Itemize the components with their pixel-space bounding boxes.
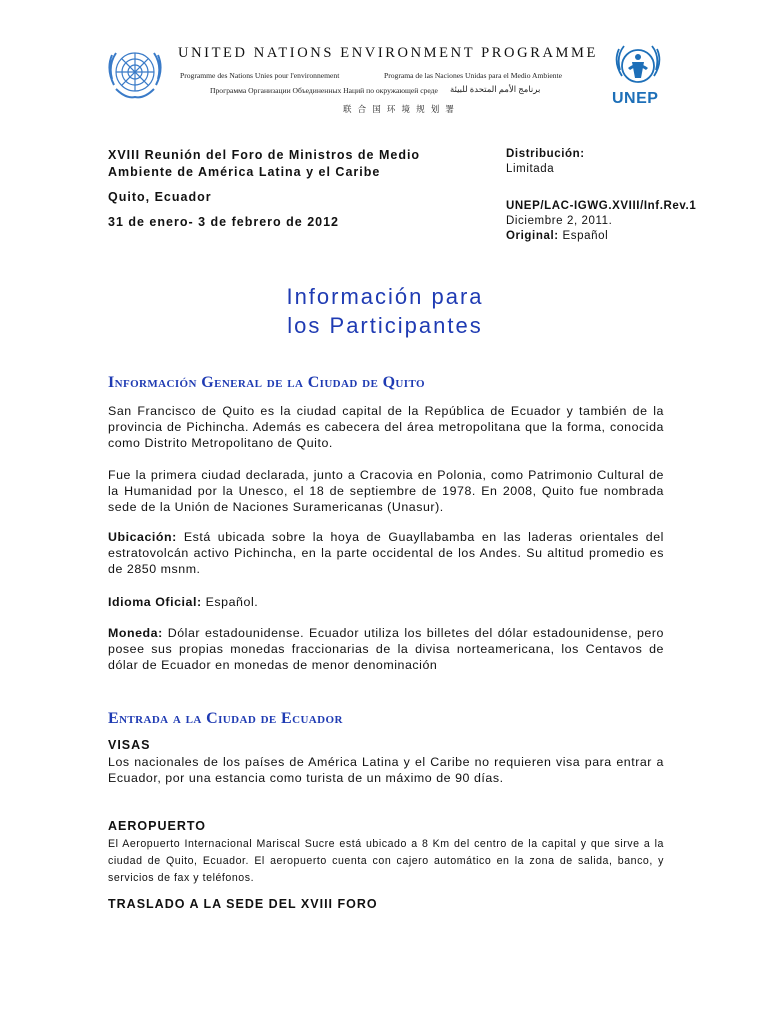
document-title-line2: los Participantes [287,313,483,338]
meeting-place: Quito, Ecuador [108,190,212,204]
letterhead-arabic: برنامج الأمم المتحدة للبيئة [450,84,541,94]
paragraph-currency [108,625,664,673]
currency-label: Moneda: [108,626,163,640]
document-date: Diciembre 2, 2011. [506,215,613,227]
original-value: Español [562,230,609,242]
document-title [0,282,770,340]
letterhead-chinese: 联 合 国 环 境 规 划 署 [343,104,456,114]
document-title-line1: Información para [286,284,484,309]
original-label: Original: [506,230,559,242]
section-heading-entry: Entrada a la Ciudad de Ecuador [108,710,343,727]
section-heading-general-info: Información General de la Ciudad de Quito [108,374,425,391]
language-text: Español. [201,595,259,609]
distribution-label: Distribución: [506,148,585,160]
paragraph-quito-heritage: Fue la primera ciudad declarada, junto a Cracovia en Polonia, como Patrimonio Cultural de la Humanidad por la Unesco, el 18 de septiembre de 1978. En 2008, Quito fue nombrada sede de la Unión de Naciones Suramericanas (Unasur). [108,468,664,514]
location-label: Ubicación: [108,530,177,544]
meeting-name-line1: XVIII Reunión del Foro de Ministros de Medio [108,148,421,162]
paragraph-visas: Los nacionales de los países de América Latina y el Caribe no requieren visa para entrar a Ecuador, por una estancia como turista de un máximo de 90 días. [108,755,664,785]
location-text: Está ubicada sobre la hoya de Guayllabamba en las laderas orientales del estratovolcán activo Pichincha, en la parte occidental de los Andes. Su altitud promedio es de 2850 msnm. [108,530,664,576]
letterhead-spanish: Programa de las Naciones Unidas para el Medio Ambiente [384,71,562,80]
paragraph-language [108,594,664,610]
distribution-info [506,147,766,244]
language-label: Idioma Oficial: [108,595,202,609]
letterhead-russian: Программа Организации Объединенных Наций по окружающей среде [210,86,438,95]
subheading-airport: AEROPUERTO [108,819,206,833]
meeting-info [108,147,498,231]
paragraph-location [108,529,664,577]
meeting-dates: 31 de enero- 3 de febrero de 2012 [108,215,340,229]
letterhead-french: Programme des Nations Unies pour l'environnement [180,71,340,80]
unep-logo-icon [610,40,666,96]
paragraph-airport: El Aeropuerto Internacional Mariscal Sucre está ubicado a 8 Km del centro de la capital y que sirve a la ciudad de Quito, Ecuador. El aeropuerto cuenta con cajero automático en la zona de salida, banco, y servicios de fax y teléfonos. [108,838,664,884]
original-language [506,229,766,244]
meeting-name-line2: Ambiente de América Latina y el Caribe [108,165,381,179]
un-emblem-icon [102,39,168,105]
letterhead [0,0,770,130]
subheading-transfer: TRASLADO A LA SEDE DEL XVIII FORO [108,897,378,911]
paragraph-quito-capital: San Francisco de Quito es la ciudad capital de la República de Ecuador y también de la provincia de Pichincha. Además es cabecera del área metropolitana que la forma, conocida como Distrito Metropolitano de Quito. [108,404,664,450]
currency-text: Dólar estadounidense. Ecuador utiliza los billetes del dólar estadounidense, pero posee sus propias monedas fraccionarias de la divisa norteamericana, los Centavos de dólar de Ecuador en monedas de menor denominación [108,626,664,672]
document-symbol: UNEP/LAC-IGWG.XVIII/Inf.Rev.1 [506,200,697,212]
subheading-visas: VISAS [108,738,151,752]
unep-wordmark: UNEP [612,90,659,107]
letterhead-title: UNITED NATIONS ENVIRONMENT PROGRAMME [178,45,598,61]
distribution-value: Limitada [506,163,555,175]
